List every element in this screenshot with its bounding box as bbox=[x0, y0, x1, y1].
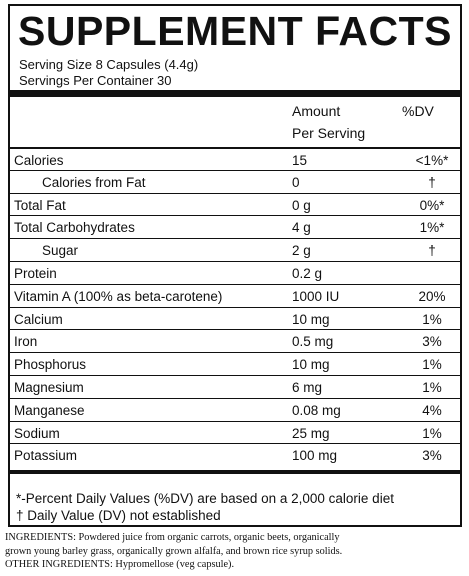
nutrient-name: Magnesium bbox=[14, 379, 84, 395]
nutrient-amount: 4 g bbox=[292, 220, 311, 236]
footnotes bbox=[10, 470, 460, 523]
nutrient-dv: 0%* bbox=[419, 197, 445, 213]
ingredients-line: grown young barley grass, organically grown alfalfa, and brown rice syrup solids. bbox=[5, 545, 343, 557]
nutrient-name: Sodium bbox=[14, 425, 60, 441]
nutrient-row bbox=[10, 238, 460, 261]
dv-header: %DV bbox=[402, 103, 434, 119]
header-divider bbox=[10, 90, 460, 97]
nutrient-dv: 1% bbox=[422, 357, 442, 373]
nutrient-row bbox=[10, 284, 460, 307]
nutrient-dv: 20% bbox=[418, 288, 446, 304]
nutrient-amount: 0.2 g bbox=[292, 265, 323, 281]
nutrient-name: Iron bbox=[14, 334, 38, 350]
nutrient-dv: 1% bbox=[422, 425, 442, 441]
nutrient-row bbox=[10, 261, 460, 284]
panel-title: SUPPLEMENT FACTS bbox=[18, 8, 452, 54]
nutrient-amount: 6 mg bbox=[292, 379, 323, 395]
serving-size: Serving Size 8 Capsules (4.4g) bbox=[19, 57, 199, 72]
nutrient-row bbox=[10, 170, 460, 193]
nutrient-amount: 25 mg bbox=[292, 425, 330, 441]
nutrient-amount: 10 mg bbox=[292, 311, 330, 327]
nutrient-dv: <1%* bbox=[415, 153, 449, 168]
nutrient-name: Total Carbohydrates bbox=[14, 220, 135, 236]
nutrient-name: Calories bbox=[14, 153, 64, 168]
nutrient-dv: 1% bbox=[422, 311, 442, 327]
nutrient-dv: † bbox=[428, 243, 436, 259]
nutrient-row bbox=[10, 443, 460, 466]
nutrient-name: Potassium bbox=[14, 448, 78, 464]
nutrient-row bbox=[10, 352, 460, 375]
nutrient-name: Protein bbox=[14, 265, 57, 281]
nutrient-name: Sugar bbox=[42, 243, 79, 259]
nutrient-amount: 1000 IU bbox=[292, 288, 340, 304]
nutrient-name: Calcium bbox=[14, 311, 63, 327]
amount-header: Amount bbox=[292, 103, 341, 119]
nutrient-row bbox=[10, 215, 460, 238]
dv-not-established-footnote: † Daily Value (DV) not established bbox=[16, 508, 221, 523]
nutrient-amount: 2 g bbox=[292, 243, 311, 259]
nutrient-row bbox=[10, 329, 460, 352]
ingredients-line: INGREDIENTS: Powdered juice from organic carrots, organic beets, organically bbox=[5, 532, 340, 543]
nutrient-dv: † bbox=[428, 174, 436, 190]
nutrient-dv: 1%* bbox=[419, 220, 445, 236]
nutrient-row bbox=[10, 375, 460, 398]
nutrient-name: Total Fat bbox=[14, 197, 66, 213]
nutrient-amount: 15 bbox=[292, 153, 308, 168]
nutrient-row bbox=[10, 398, 460, 421]
nutrient-row bbox=[10, 307, 460, 330]
nutrient-dv: 3% bbox=[422, 334, 442, 350]
nutrient-name: Calories from Fat bbox=[42, 174, 146, 190]
other-ingredients-line: OTHER INGREDIENTS: Hypromellose (veg capsule). bbox=[5, 559, 235, 570]
ingredients-text bbox=[5, 531, 467, 572]
nutrient-amount: 100 mg bbox=[292, 448, 338, 464]
nutrient-amount: 10 mg bbox=[292, 357, 330, 373]
per-serving-header: Per Serving bbox=[292, 125, 366, 141]
nutrient-dv: 3% bbox=[422, 448, 442, 464]
nutrient-amount: 0.08 mg bbox=[292, 402, 341, 418]
nutrient-row bbox=[10, 193, 460, 216]
nutrient-amount: 0.5 mg bbox=[292, 334, 334, 350]
percent-dv-footnote: *-Percent Daily Values (%DV) are based on a 2,000 calorie diet bbox=[16, 491, 394, 506]
servings-per-container: Servings Per Container 30 bbox=[19, 73, 172, 88]
nutrient-dv: 1% bbox=[422, 379, 442, 395]
nutrient-name: Vitamin A (100% as beta-carotene) bbox=[14, 288, 223, 304]
nutrient-name: Phosphorus bbox=[14, 357, 87, 373]
nutrient-name: Manganese bbox=[14, 402, 85, 418]
nutrient-row bbox=[10, 421, 460, 444]
nutrient-dv: 4% bbox=[422, 402, 442, 418]
nutrient-amount: 0 bbox=[292, 174, 300, 190]
supplement-facts-panel bbox=[8, 4, 462, 527]
nutrient-amount: 0 g bbox=[292, 197, 311, 213]
nutrient-table bbox=[10, 147, 460, 466]
nutrient-row bbox=[10, 147, 460, 170]
